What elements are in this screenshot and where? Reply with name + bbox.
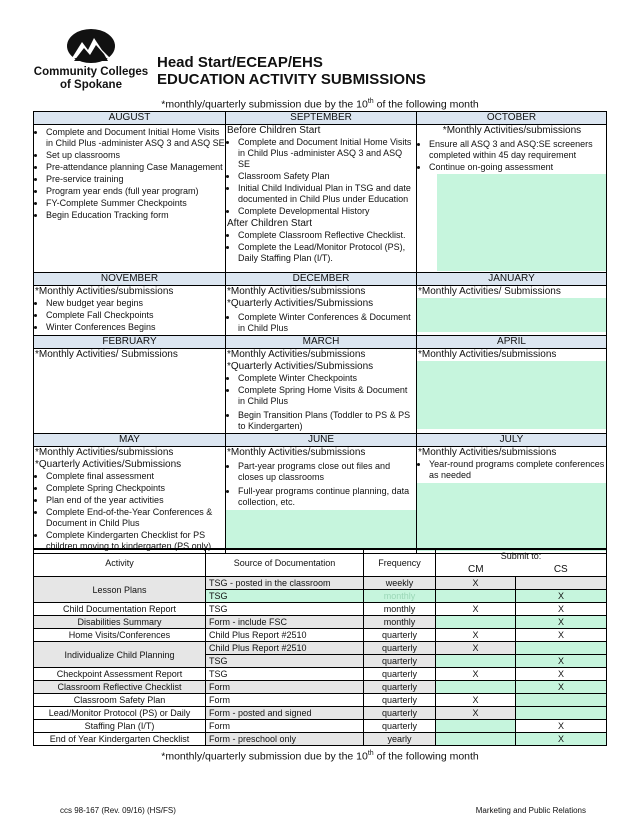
list-item: • Pre-attendance planning Case Management [46, 162, 225, 173]
january-cell [417, 286, 607, 336]
source-cell: Form - posted and signed [206, 707, 364, 720]
activity-cell: Child Documentation Report [34, 603, 206, 616]
march-cell [226, 349, 417, 434]
frequency-cell: quarterly [364, 655, 436, 668]
section-heading: *Monthly Activities/submissions [227, 286, 366, 297]
list-item: • Part-year programs close out files and closes up classrooms [238, 461, 416, 483]
frequency-cell: quarterly [364, 707, 436, 720]
mountain-logo-icon [66, 28, 116, 64]
activity-cell: Staffing Plan (I/T) [34, 720, 206, 733]
list-item: • Complete End-of-the-Year Conferences & Document in Child Plus [46, 507, 225, 529]
activity-cell: End of Year Kindergarten Checklist [34, 733, 206, 746]
highlight-block [226, 510, 416, 550]
frequency-cell: quarterly [364, 642, 436, 655]
frequency-cell: quarterly [364, 694, 436, 707]
highlight-block [417, 483, 606, 551]
month-march: MARCH [226, 336, 417, 349]
table-row [34, 694, 607, 707]
cm-cell [436, 616, 516, 629]
frequency-cell: quarterly [364, 668, 436, 681]
month-december: DECEMBER [226, 273, 417, 286]
list-item: • Initial Child Individual Plan in TSG and date documented in Child Plus under Education [238, 183, 416, 205]
table-row [34, 707, 607, 720]
list-item: • Complete Classroom Reflective Checklist. [238, 230, 416, 241]
source-cell: Child Plus Report #2510 [206, 629, 364, 642]
list-item: • Set up classrooms [46, 150, 225, 161]
cs-cell [516, 694, 607, 707]
cs-cell: X [516, 616, 607, 629]
note-text-end: of the following month [373, 98, 479, 111]
august-cell [34, 125, 226, 273]
source-cell: Form [206, 681, 364, 694]
cm-cell [436, 733, 516, 746]
section-heading: *Monthly Activities/submissions [227, 349, 366, 360]
table-row [34, 629, 607, 642]
section-heading: *Monthly Activities/submissions [35, 286, 174, 297]
cm-cell: X [436, 629, 516, 642]
month-january: JANUARY [417, 273, 607, 286]
calendar-table [33, 111, 607, 554]
cm-cell [436, 590, 516, 603]
list-item: • Complete Kindergarten Checklist for PS children moving to kindergarten (PS only) [46, 530, 225, 552]
cs-cell: X [516, 590, 607, 603]
activity-cell: Home Visits/Conferences [34, 629, 206, 642]
cs-cell [516, 577, 607, 590]
activity-cell: Classroom Safety Plan [34, 694, 206, 707]
frequency-cell: yearly [364, 733, 436, 746]
section-heading: *Monthly Activities/ Submissions [35, 349, 178, 360]
list-item: • Complete final assessment [46, 471, 225, 482]
note-sup: th [367, 750, 374, 757]
col-source: Source of Documentation [206, 549, 364, 577]
september-cell [226, 125, 417, 273]
month-october: OCTOBER [417, 112, 607, 125]
july-cell [417, 447, 607, 554]
frequency-cell: quarterly [364, 629, 436, 642]
april-cell [417, 349, 607, 434]
frequency-cell: weekly [364, 577, 436, 590]
may-cell [34, 447, 226, 554]
list-item: • Complete Fall Checkpoints [46, 310, 225, 321]
list-item: • Ensure all ASQ 3 and ASQ:SE screeners completed within 45 day requirement [429, 139, 606, 161]
section-heading: *Monthly Activities/submissions [418, 349, 557, 360]
table-row [34, 720, 607, 733]
list-item: • Continue on-going assessment [429, 162, 606, 173]
table-row [34, 668, 607, 681]
title-line-2: EDUCATION ACTIVITY SUBMISSIONS [157, 71, 426, 88]
section-heading: *Quarterly Activities/Submissions [227, 361, 374, 372]
november-cell [34, 286, 226, 336]
table-row [34, 642, 607, 655]
list-item: • Complete Spring Checkpoints [46, 483, 225, 494]
list-item: • Complete the Lead/Monitor Protocol (PS), Daily Staffing Plan (I/T). [238, 242, 416, 264]
february-cell [34, 349, 226, 434]
list-item: • Complete and Document Initial Home Visits in Child Plus -administer ASQ 3 and ASQ SE [46, 127, 225, 149]
june-cell [226, 447, 417, 554]
list-item: • Plan end of the year activities [46, 495, 225, 506]
list-item: • Complete and Document Initial Home Visits in Child Plus -administer ASQ 3 and ASQ SE [238, 137, 416, 170]
list-item: • Winter Conferences Begins [46, 322, 225, 333]
note-text-end: of the following month [373, 750, 479, 763]
cm-cell: X [436, 707, 516, 720]
source-cell: Child Plus Report #2510 [206, 642, 364, 655]
month-september: SEPTEMBER [226, 112, 417, 125]
list-item: • Classroom Safety Plan [238, 171, 416, 182]
logo-line-1: Community Colleges [33, 66, 149, 78]
due-note-bottom [0, 750, 640, 763]
frequency-cell: quarterly [364, 681, 436, 694]
month-april: APRIL [417, 336, 607, 349]
cs-cell: X [516, 720, 607, 733]
due-note-top [0, 98, 640, 111]
activity-cell: Lead/Monitor Protocol (PS) or Daily [34, 707, 206, 720]
col-submit-to [436, 549, 607, 577]
month-february: FEBRUARY [34, 336, 226, 349]
list-item: • Complete Spring Home Visits & Document in Child Plus [238, 385, 416, 407]
section-heading: Before Children Start [227, 125, 321, 136]
source-cell: Form - include FSC [206, 616, 364, 629]
source-cell: TSG [206, 590, 364, 603]
section-heading: *Monthly Activities/submissions [35, 447, 174, 458]
title-line-1: Head Start/ECEAP/EHS [157, 54, 323, 71]
month-august: AUGUST [34, 112, 226, 125]
source-cell: TSG [206, 603, 364, 616]
submit-to-label: Submit to: [500, 551, 542, 561]
activity-cell: Classroom Reflective Checklist [34, 681, 206, 694]
list-item: • Pre-service training [46, 174, 225, 185]
list-item: • FY-Complete Summer Checkpoints [46, 198, 225, 209]
activity-cell: Lesson Plans [34, 577, 206, 603]
cm-cell: X [436, 694, 516, 707]
col-cs: CS [553, 564, 568, 575]
frequency-cell: monthly [364, 603, 436, 616]
highlight-block [417, 298, 606, 332]
table-row [34, 733, 607, 746]
frequency-cell: monthly [364, 590, 436, 603]
december-cell [226, 286, 417, 336]
activity-cell: Checkpoint Assessment Report [34, 668, 206, 681]
section-heading: *Monthly Activities/submissions [418, 447, 557, 458]
footer-form-number: ccs 98-167 (Rev. 09/16) (HS/FS) [60, 806, 176, 815]
note-text: *monthly/quarterly submission due by the 10 [161, 98, 368, 111]
col-cm: CM [467, 564, 484, 575]
footer-department: Marketing and Public Relations [475, 806, 586, 815]
cs-cell [516, 707, 607, 720]
month-november: NOVEMBER [34, 273, 226, 286]
list-item: • Program year ends (full year program) [46, 186, 225, 197]
month-july: JULY [417, 434, 607, 447]
highlight-block [417, 361, 606, 429]
source-cell: Form [206, 694, 364, 707]
october-cell [417, 125, 607, 273]
frequency-cell: quarterly [364, 720, 436, 733]
cs-cell: X [516, 603, 607, 616]
list-item: • Year-round programs complete conferences as needed [429, 459, 606, 481]
source-cell: TSG [206, 668, 364, 681]
list-item: • New budget year begins [46, 298, 225, 309]
section-heading: After Children Start [227, 218, 313, 229]
logo-line-2: of Spokane [60, 79, 122, 91]
section-heading: *Monthly Activities/submissions [227, 447, 366, 458]
cs-cell: X [516, 733, 607, 746]
logo [32, 28, 150, 96]
source-cell: Form - preschool only [206, 733, 364, 746]
table-row [34, 681, 607, 694]
cs-cell: X [516, 681, 607, 694]
col-frequency: Frequency [364, 549, 436, 577]
submission-table [33, 548, 607, 746]
list-item: • Full-year programs continue planning, data collection, etc. [238, 486, 416, 508]
cm-cell: X [436, 642, 516, 655]
section-heading: *Monthly Activities/ Submissions [418, 286, 561, 297]
cm-cell [436, 720, 516, 733]
page-title [157, 54, 426, 88]
table-row [34, 616, 607, 629]
list-item: • Begin Education Tracking form [46, 210, 225, 221]
section-heading: *Quarterly Activities/Submissions [35, 459, 182, 470]
table-row [34, 603, 607, 616]
cm-cell: X [436, 603, 516, 616]
note-sup: th [367, 98, 374, 105]
highlight-block [437, 174, 606, 271]
cm-cell: X [436, 668, 516, 681]
cs-cell: X [516, 629, 607, 642]
note-text: *monthly/quarterly submission due by the 10 [161, 750, 368, 763]
cs-cell: X [516, 655, 607, 668]
cm-cell [436, 655, 516, 668]
month-june: JUNE [226, 434, 417, 447]
list-item: • Complete Winter Checkpoints [238, 373, 416, 384]
cs-cell [516, 642, 607, 655]
source-cell: TSG - posted in the classroom [206, 577, 364, 590]
table-row [34, 577, 607, 590]
cs-cell: X [516, 668, 607, 681]
section-heading: *Quarterly Activities/Submissions [227, 298, 374, 309]
list-item: • Complete Winter Conferences & Document in Child Plus [238, 312, 416, 334]
section-heading: *Monthly Activities/submissions [442, 125, 582, 136]
source-cell: Form [206, 720, 364, 733]
activity-cell: Disabilities Summary [34, 616, 206, 629]
list-item: • Complete Developmental History [238, 206, 416, 217]
list-item: • Begin Transition Plans (Toddler to PS & PS to Kindergarten) [238, 410, 416, 432]
source-cell: TSG [206, 655, 364, 668]
frequency-cell: monthly [364, 616, 436, 629]
cm-cell: X [436, 577, 516, 590]
cm-cell [436, 681, 516, 694]
activity-cell: Individualize Child Planning [34, 642, 206, 668]
month-may: MAY [34, 434, 226, 447]
col-activity: Activity [34, 549, 206, 577]
